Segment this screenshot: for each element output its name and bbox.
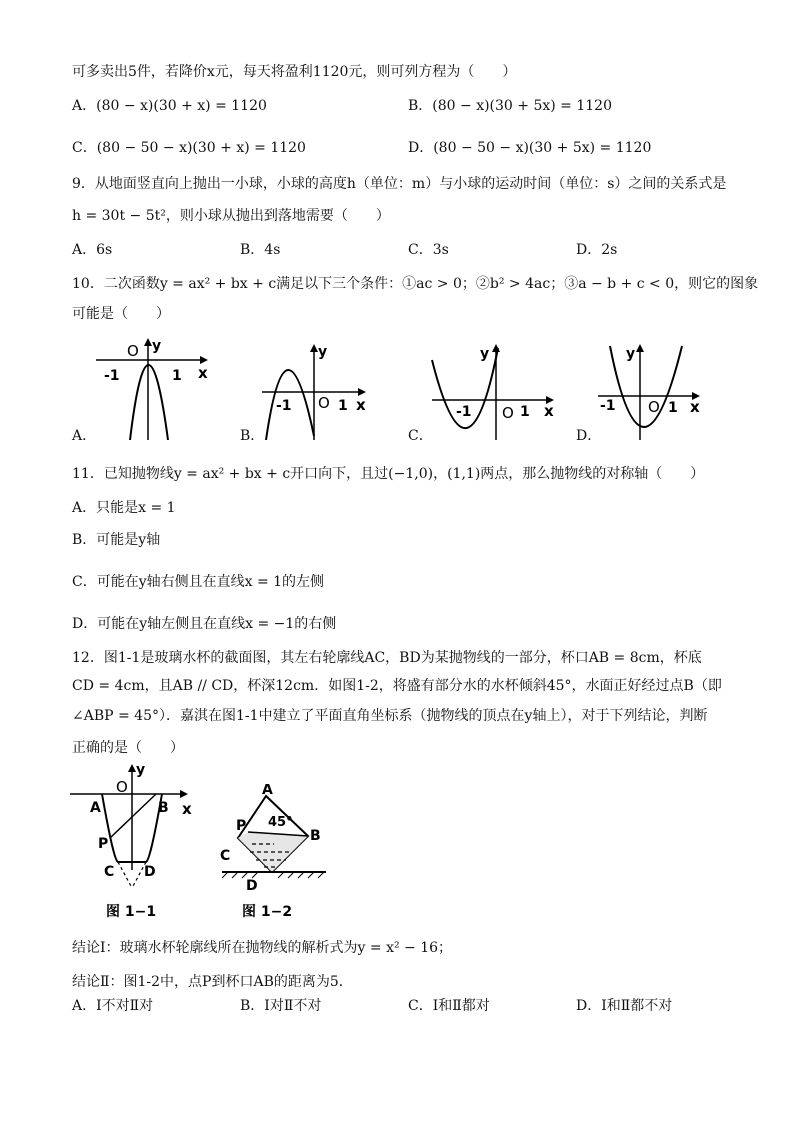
q12-figure-1-1 [70,758,200,924]
q10-graph-d [598,340,710,440]
q9-stem-line1: 9．从地面竖直向上抛出一小球，小球的高度h（单位：m）与小球的运动时间（单位：s）之间的关系式是 [72,176,727,192]
graph-d-y-label: y [626,346,636,362]
q9-option-b[interactable]: B．4s [240,242,281,258]
graph-d-one-label: 1 [668,400,678,416]
q8-option-c[interactable]: C．(80 − 50 − x)(30 + x) = 1120 [72,140,306,156]
q9-option-a[interactable]: A．6s [72,242,113,258]
graph-b-neg1-label: -1 [276,398,292,414]
q12-stem-line1: 12．图1-1是玻璃水杯的截面图，其左右轮廓线AC，BD为某抛物线的一部分，杯口AB = 8cm，杯底 [72,650,702,666]
graph-a-neg1-label: -1 [104,368,120,384]
graph-b-one-label: 1 [338,398,348,414]
fig2-point-d: D [246,878,258,894]
fig2-point-a: A [262,784,273,798]
q8-option-b[interactable]: B．(80 − x)(30 + 5x) = 1120 [408,98,612,114]
fig2-point-p: P [236,818,247,834]
graph-a-x-label: x [198,364,208,382]
graph-a-y-label: y [152,338,162,354]
fig1-caption: 图 1−1 [106,904,157,920]
q12-option-b[interactable]: B．Ⅰ对Ⅱ不对 [240,998,322,1014]
fig1-origin-label: O [116,778,128,796]
graph-d-neg1-label: -1 [600,398,616,414]
graph-c-one-label: 1 [520,404,530,420]
q12-option-d[interactable]: D．Ⅰ和Ⅱ都不对 [576,998,673,1014]
q9-stem-line2: h = 30t − 5t²，则小球从抛出到落地需要（ ） [72,208,390,224]
q8-option-a[interactable]: A．(80 − x)(30 + x) = 1120 [72,98,267,114]
q11-option-d[interactable]: D．可能在y轴左侧且在直线x = −1的右侧 [72,616,337,632]
fig1-point-d: D [144,864,156,880]
q10-graph-c [430,340,562,440]
q10-graph-a [96,336,216,440]
graph-c-neg1-label: -1 [456,404,472,420]
q12-stem-line4: 正确的是（ ） [72,740,184,756]
graph-c-origin-label: O [502,404,514,422]
q12-stem-line3: ∠ABP = 45°）．嘉淇在图1-1中建立了平面直角坐标系（抛物线的顶点在y轴上），对于下列结论，判断 [72,708,708,724]
fig1-y-label: y [136,762,146,778]
q10-graph-b [262,340,374,440]
q10-option-b[interactable]: B． [240,428,265,444]
q10-option-a[interactable]: A． [72,428,97,444]
q11-option-c[interactable]: C．可能在y轴右侧且在直线x = 1的左侧 [72,574,325,590]
graph-b-origin-label: O [318,394,330,412]
q8-stem: 可多卖出5件，若降价x元，每天将盈利1120元，则可列方程为（ ） [72,64,517,80]
q8-option-d[interactable]: D．(80 − 50 − x)(30 + 5x) = 1120 [408,140,652,156]
q12-conclusion-2: 结论Ⅱ：图1-2中，点P到杯口AB的距离为5． [72,974,353,990]
fig1-point-a: A [90,800,101,816]
graph-b-y-label: y [318,344,328,360]
q9-option-c[interactable]: C．3s [408,242,449,258]
q10-stem-line2: 可能是（ ） [72,306,170,322]
graph-d-x-label: x [690,398,700,416]
q12-stem-line2: CD = 4cm，且AB // CD，杯深12cm．如图1-2，将盛有部分水的水杯倾斜45°，水面正好经过点B（即 [72,678,722,694]
q11-option-b[interactable]: B．可能是y轴 [72,532,161,548]
fig1-point-b: B [158,800,169,816]
q9-option-d[interactable]: D．2s [576,242,618,258]
graph-b-x-label: x [356,396,366,414]
q11-option-a[interactable]: A．只能是x = 1 [72,500,176,516]
q12-option-a[interactable]: A．Ⅰ不对Ⅱ对 [72,998,154,1014]
graph-c-y-label: y [480,346,490,362]
q11-stem: 11．已知抛物线y = ax² + bx + c开口向下，且过(−1,0)，(1,1)两点，那么抛物线的对称轴（ ） [72,466,705,482]
fig1-point-c: C [104,864,115,880]
q12-figure-1-2 [214,784,334,924]
q12-option-c[interactable]: C．Ⅰ和Ⅱ都对 [408,998,490,1014]
fig2-angle-label: 45° [268,815,293,830]
q12-conclusion-1: 结论Ⅰ：玻璃水杯轮廓线所在抛物线的解析式为y = x² − 16； [72,940,453,956]
graph-a-one-label: 1 [172,368,182,384]
fig1-point-p: P [98,836,109,852]
q10-stem-line1: 10．二次函数y = ax² + bx + c满足以下三个条件：①ac > 0；②b² > 4ac；③a − b + c < 0，则它的图象 [72,276,759,292]
fig2-caption: 图 1−2 [242,904,293,920]
fig2-point-b: B [310,828,321,844]
fig2-point-c: C [220,848,231,864]
graph-c-x-label: x [544,402,554,420]
q10-option-d[interactable]: D． [576,428,602,444]
graph-d-origin-label: O [648,398,660,416]
q10-option-c[interactable]: C． [408,428,433,444]
graph-a-origin-label: O [127,342,139,360]
fig1-x-label: x [182,800,192,818]
